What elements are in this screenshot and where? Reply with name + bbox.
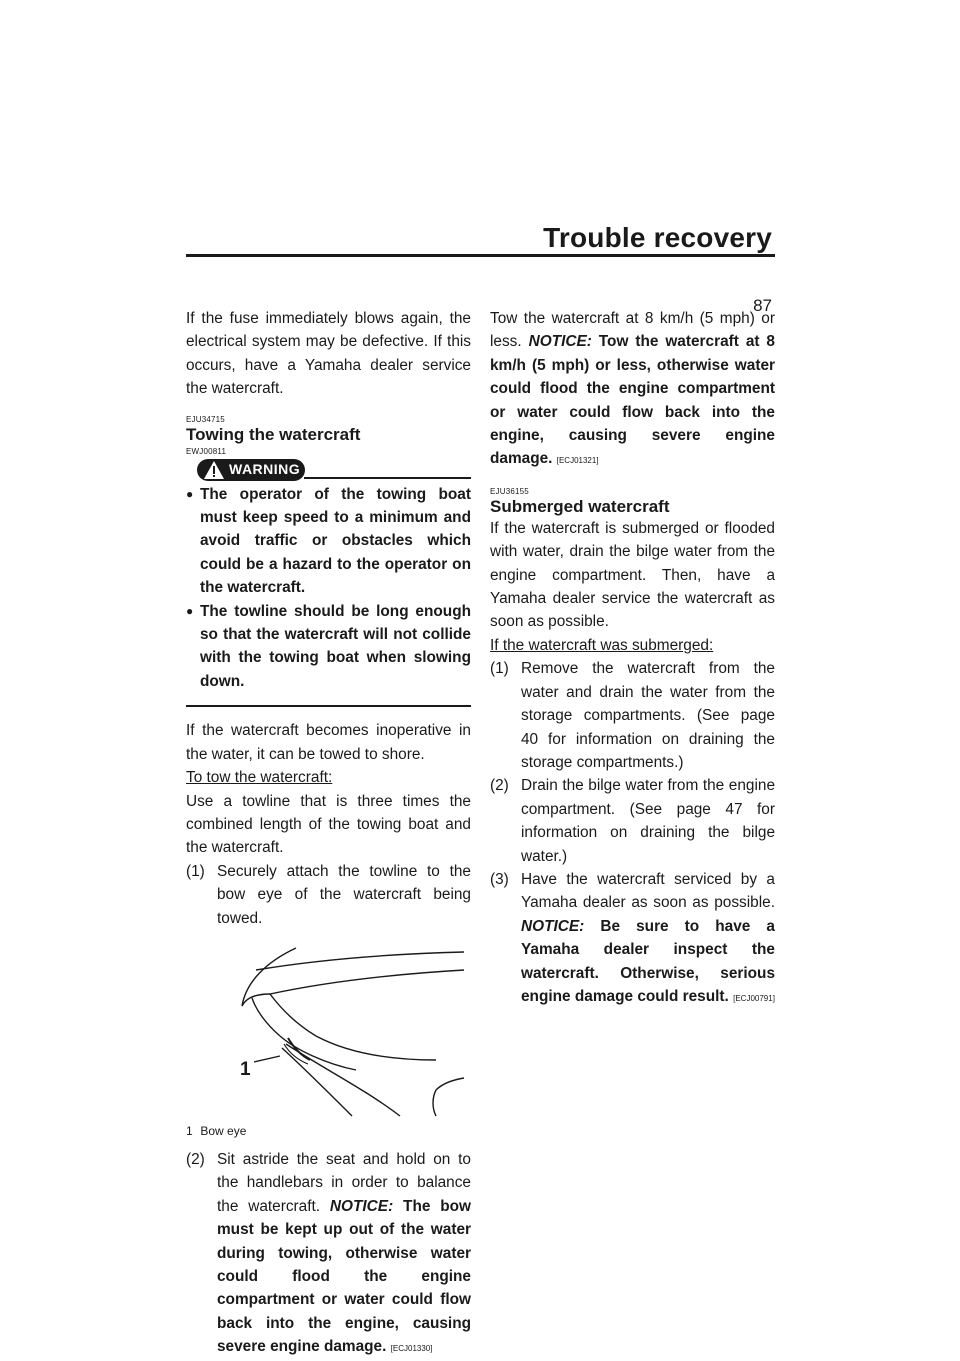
warning-bullet <box>186 600 471 694</box>
warning-triangle-icon <box>203 460 225 480</box>
submerged-paragraph: If the watercraft is submerged or flooded with water, drain the bilge water from the engine compartment. Then, have a Yamaha dealer service the watercraft as soon as possible. <box>490 519 775 631</box>
bow-eye-illustration <box>186 940 471 1120</box>
towing-paragraph: If the watercraft becomes inoperative in the water, it can be towed to shore. <box>186 722 471 763</box>
step-item <box>490 774 775 868</box>
warning-body <box>186 481 471 708</box>
warning-bullet <box>186 483 471 600</box>
figure-caption <box>186 1124 471 1138</box>
step-text: Securely attach the towline to the bow eye of the watercraft being towed. <box>217 862 471 927</box>
page-number: 87 <box>753 296 772 315</box>
step-number: (1) <box>490 660 509 678</box>
step-item <box>186 1148 471 1361</box>
warning-bullet-text: The operator of the towing boat must keep speed to a minimum and avoid traffic or obstacles which could be a hazard to the operator on the watercraft. <box>200 485 471 597</box>
section-code: EJU36155 <box>490 486 529 496</box>
notice-text: Tow the watercraft at 8 km/h (5 mph) or less, otherwise water could flood the engine compartment or water could flow back into the engine, causing severe engine damage. <box>490 333 775 468</box>
left-column <box>186 307 471 1361</box>
speed-paragraph <box>490 307 775 473</box>
warning-label: WARNING <box>229 460 301 477</box>
warning-header <box>186 459 471 481</box>
step-text: Drain the bilge water from the engine compartment. (See page 47 for information on draining the bilge water.) <box>521 777 775 865</box>
header-rule <box>186 254 775 257</box>
warning-rule <box>304 477 471 479</box>
section-title-towing: Towing the watercraft <box>186 424 361 444</box>
caption-number: 1 <box>186 1123 193 1138</box>
right-column <box>490 307 775 1010</box>
speed-text: Tow the watercraft at 8 km/h (5 mph) or less. <box>490 310 775 351</box>
section-code: EJU34715 <box>186 414 225 424</box>
notice-text: Be sure to have a Yamaha dealer inspect the watercraft. Otherwise, serious engine damage could result. <box>521 917 775 1005</box>
subhead-submerged: If the watercraft was submerged: <box>490 636 714 654</box>
section-title-submerged: Submerged watercraft <box>490 496 670 516</box>
step-item <box>186 860 471 930</box>
notice-label: NOTICE: <box>528 333 592 351</box>
step-body: Sit astride the seat and hold on to the handlebars in order to balance the watercraft. <box>217 1150 471 1215</box>
step-text <box>521 868 775 1010</box>
notice-code: [ECJ00791] <box>733 993 775 1003</box>
caption-text: Bow eye <box>200 1123 247 1138</box>
intro-paragraph: If the fuse immediately blows again, the electrical system may be defective. If this occurs, have a Yamaha dealer service the watercraft. <box>186 310 471 398</box>
notice-label: NOTICE: <box>329 1197 394 1215</box>
notice-code: [ECJ01330] <box>390 1344 433 1354</box>
step-number: (1) <box>186 862 205 880</box>
notice-text: The bow must be kept up out of the water during towing, otherwise water could flood the engine compartment or water could flow back into the engine, causing severe engine damage. <box>217 1197 472 1356</box>
warning-badge <box>197 459 305 481</box>
warning-bullet-text: The towline should be long enough so that the watercraft will not collide with the towing boat when slowing down. <box>200 602 471 690</box>
bullet-icon: ● <box>186 603 194 618</box>
step-body: Have the watercraft serviced by a Yamaha dealer as soon as possible. <box>521 870 775 912</box>
step-item <box>490 868 775 1010</box>
page-title: Trouble recovery <box>543 222 772 253</box>
warning-code: EWJ00811 <box>186 446 227 456</box>
bow-eye-figure <box>186 940 471 1120</box>
figure-callout-number: 1 <box>240 1058 251 1080</box>
bullet-icon: ● <box>186 486 194 501</box>
step-text <box>217 1148 471 1361</box>
subhead-tow: To tow the watercraft: <box>186 769 333 787</box>
step-number: (2) <box>490 777 509 795</box>
step-item <box>490 657 775 774</box>
step-number: (3) <box>490 870 509 888</box>
step-text: Remove the watercraft from the water and drain the water from the storage compartments. (See page 40 for information on draining the storage compartments.) <box>521 660 775 771</box>
notice-code: [ECJ01321] <box>556 456 599 466</box>
notice-label: NOTICE: <box>521 917 585 935</box>
towline-paragraph: Use a towline that is three times the combined length of the towing boat and the watercraft. <box>186 792 471 857</box>
step-number: (2) <box>186 1150 205 1168</box>
